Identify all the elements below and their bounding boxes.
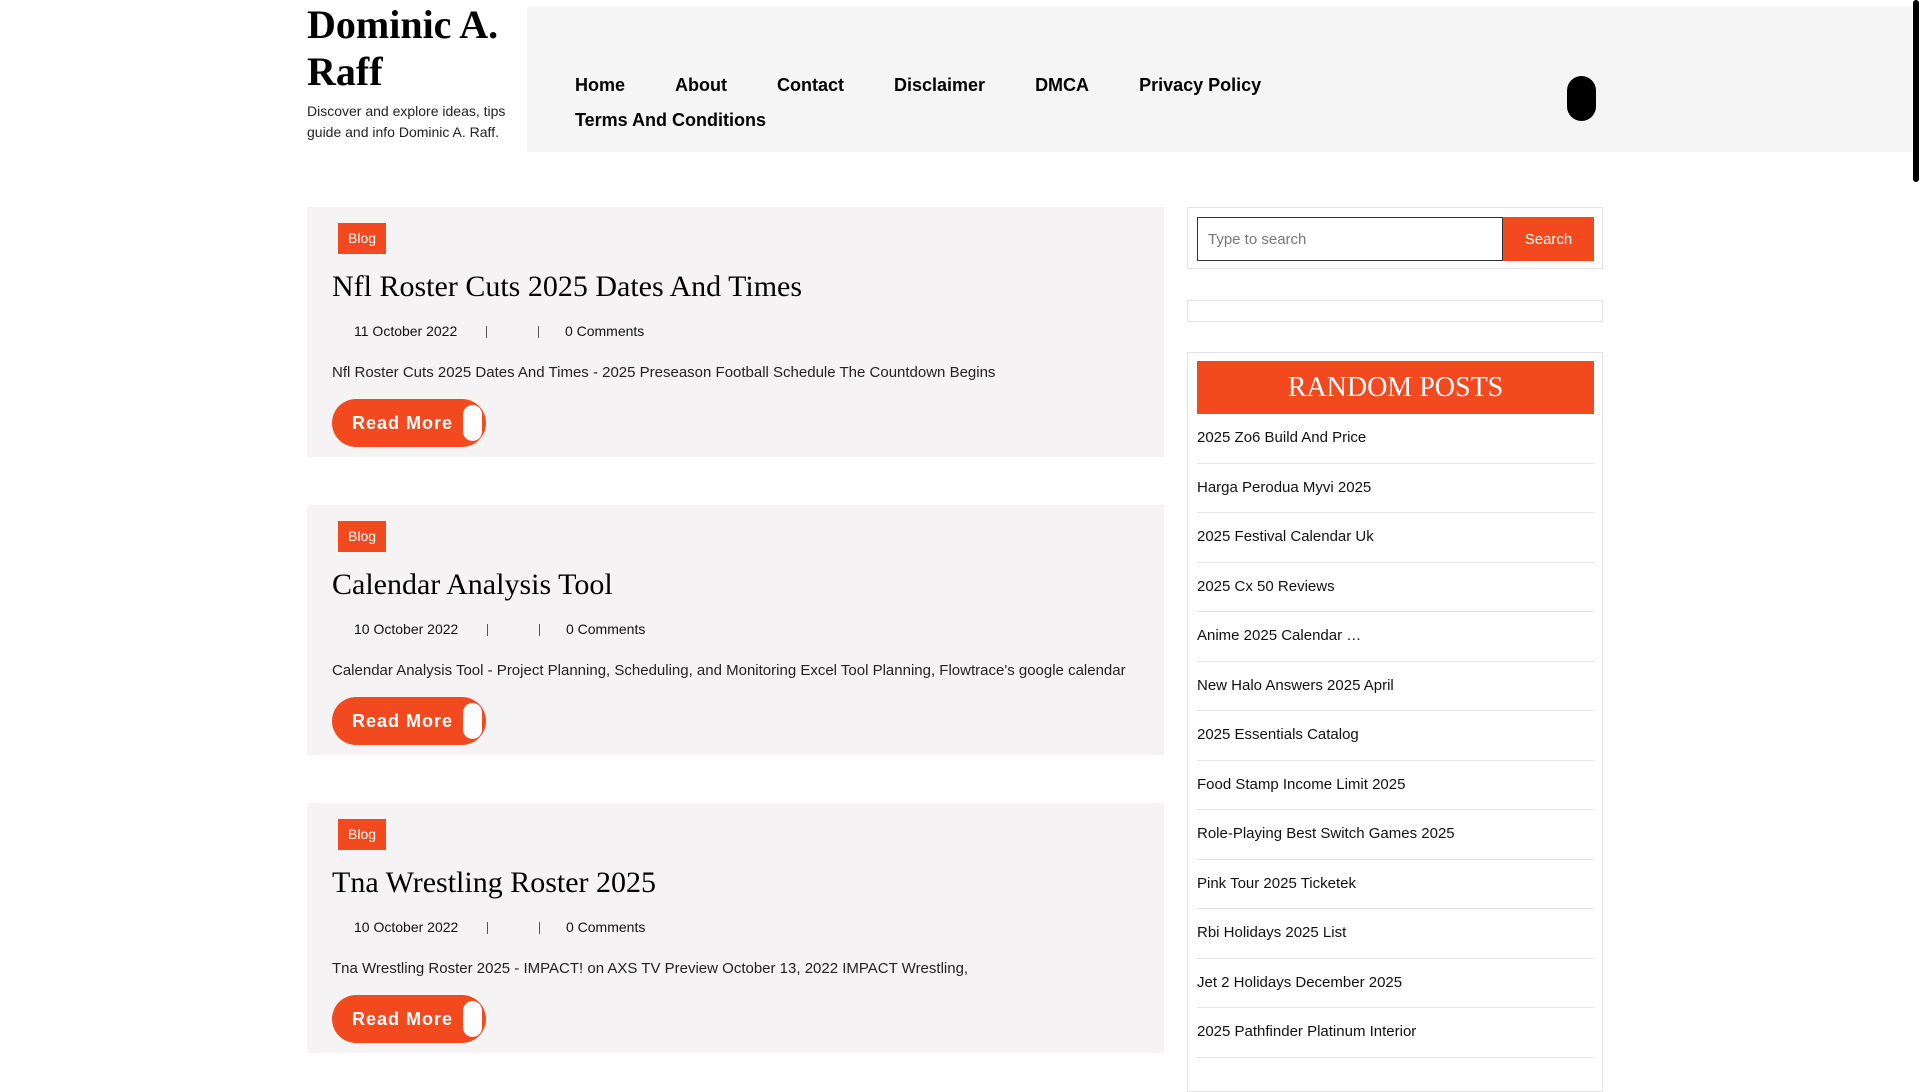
random-post-link[interactable]: 2025 Essentials Catalog <box>1197 711 1594 761</box>
post-card <box>307 505 1164 755</box>
search-toggle-button[interactable] <box>1567 76 1596 121</box>
search-input[interactable] <box>1197 217 1503 261</box>
read-more-pill-icon <box>463 703 482 739</box>
post-date[interactable]: 11 October 2022 <box>354 323 458 339</box>
read-more-pill-icon <box>463 1001 482 1037</box>
post-card <box>307 803 1164 1053</box>
search-widget <box>1187 207 1603 269</box>
site-branding <box>307 0 517 143</box>
random-post-link[interactable]: Role-Playing Best Switch Games 2025 <box>1197 810 1594 860</box>
random-post-link[interactable]: 2025 Festival Calendar Uk <box>1197 513 1594 563</box>
post-excerpt: Calendar Analysis Tool - Project Planning, Scheduling, and Monitoring Excel Tool Planning, Flowtrace's google calendar <box>332 662 1126 679</box>
post-meta <box>354 918 645 936</box>
nav-item-terms[interactable]: Terms And Conditions <box>575 110 766 130</box>
post-comments[interactable]: 0 Comments <box>565 919 646 935</box>
post-title[interactable]: Calendar Analysis Tool <box>332 568 613 601</box>
nav-menu <box>575 68 1575 138</box>
read-more-label: Read More <box>352 413 454 433</box>
random-posts-heading: RANDOM POSTS <box>1197 361 1594 414</box>
meta-divider <box>487 624 488 636</box>
post-excerpt: Tna Wrestling Roster 2025 - IMPACT! on AXS TV Preview October 13, 2022 IMPACT Wrestling, <box>332 960 969 977</box>
nav-item-disclaimer[interactable]: Disclaimer <box>894 75 986 95</box>
page-scrollbar[interactable] <box>1912 0 1920 1080</box>
meta-divider <box>486 326 487 338</box>
main-navigation <box>527 7 1920 152</box>
nav-item-about[interactable]: About <box>675 75 727 95</box>
read-more-button[interactable] <box>332 995 486 1043</box>
meta-divider <box>487 922 488 934</box>
random-post-link[interactable]: Harga Perodua Myvi 2025 <box>1197 464 1594 514</box>
search-button[interactable]: Search <box>1503 217 1594 261</box>
post-date[interactable]: 10 October 2022 <box>354 919 459 935</box>
nav-item-home[interactable]: Home <box>575 75 626 95</box>
random-posts-widget <box>1187 352 1603 1092</box>
random-post-link[interactable]: Pink Tour 2025 Ticketek <box>1197 860 1594 910</box>
meta-divider <box>539 624 540 636</box>
meta-divider <box>539 922 540 934</box>
read-more-button[interactable] <box>332 697 486 745</box>
post-title[interactable]: Tna Wrestling Roster 2025 <box>332 866 657 899</box>
random-posts-list <box>1197 414 1594 1058</box>
random-post-link[interactable]: Jet 2 Holidays December 2025 <box>1197 959 1594 1009</box>
nav-item-dmca[interactable]: DMCA <box>1035 75 1090 95</box>
random-post-link[interactable]: Food Stamp Income Limit 2025 <box>1197 761 1594 811</box>
random-post-link[interactable]: Anime 2025 Calendar … <box>1197 612 1594 662</box>
post-card <box>307 207 1164 457</box>
post-category-badge[interactable]: Blog <box>338 521 386 552</box>
random-post-link[interactable]: New Halo Answers 2025 April <box>1197 662 1594 712</box>
site-description: Discover and explore ideas, tips guide and info Dominic A. Raff. <box>307 103 506 140</box>
read-more-label: Read More <box>352 711 454 731</box>
post-comments[interactable]: 0 Comments <box>565 621 646 637</box>
meta-divider <box>538 326 539 338</box>
nav-item-privacy-policy[interactable]: Privacy Policy <box>1139 75 1262 95</box>
post-comments[interactable]: 0 Comments <box>564 323 645 339</box>
post-title[interactable]: Nfl Roster Cuts 2025 Dates And Times <box>332 270 803 303</box>
random-post-link[interactable]: 2025 Pathfinder Platinum Interior <box>1197 1008 1594 1058</box>
post-meta <box>354 322 644 340</box>
empty-widget <box>1187 300 1603 322</box>
post-category-badge[interactable]: Blog <box>338 223 386 254</box>
read-more-pill-icon <box>463 405 482 441</box>
random-post-link[interactable]: 2025 Zo6 Build And Price <box>1197 414 1594 464</box>
post-date[interactable]: 10 October 2022 <box>354 621 459 637</box>
read-more-button[interactable] <box>332 399 486 447</box>
nav-item-contact[interactable]: Contact <box>777 75 844 95</box>
scrollbar-thumb[interactable] <box>1913 0 1919 182</box>
read-more-label: Read More <box>352 1009 454 1029</box>
random-post-link[interactable]: 2025 Cx 50 Reviews <box>1197 563 1594 613</box>
post-excerpt: Nfl Roster Cuts 2025 Dates And Times - 2025 Preseason Football Schedule The Countdown Begins <box>332 364 996 381</box>
random-post-link[interactable]: Rbi Holidays 2025 List <box>1197 909 1594 959</box>
site-title[interactable]: Dominic A. Raff <box>307 2 499 94</box>
post-meta <box>354 620 645 638</box>
post-category-badge[interactable]: Blog <box>338 819 386 850</box>
